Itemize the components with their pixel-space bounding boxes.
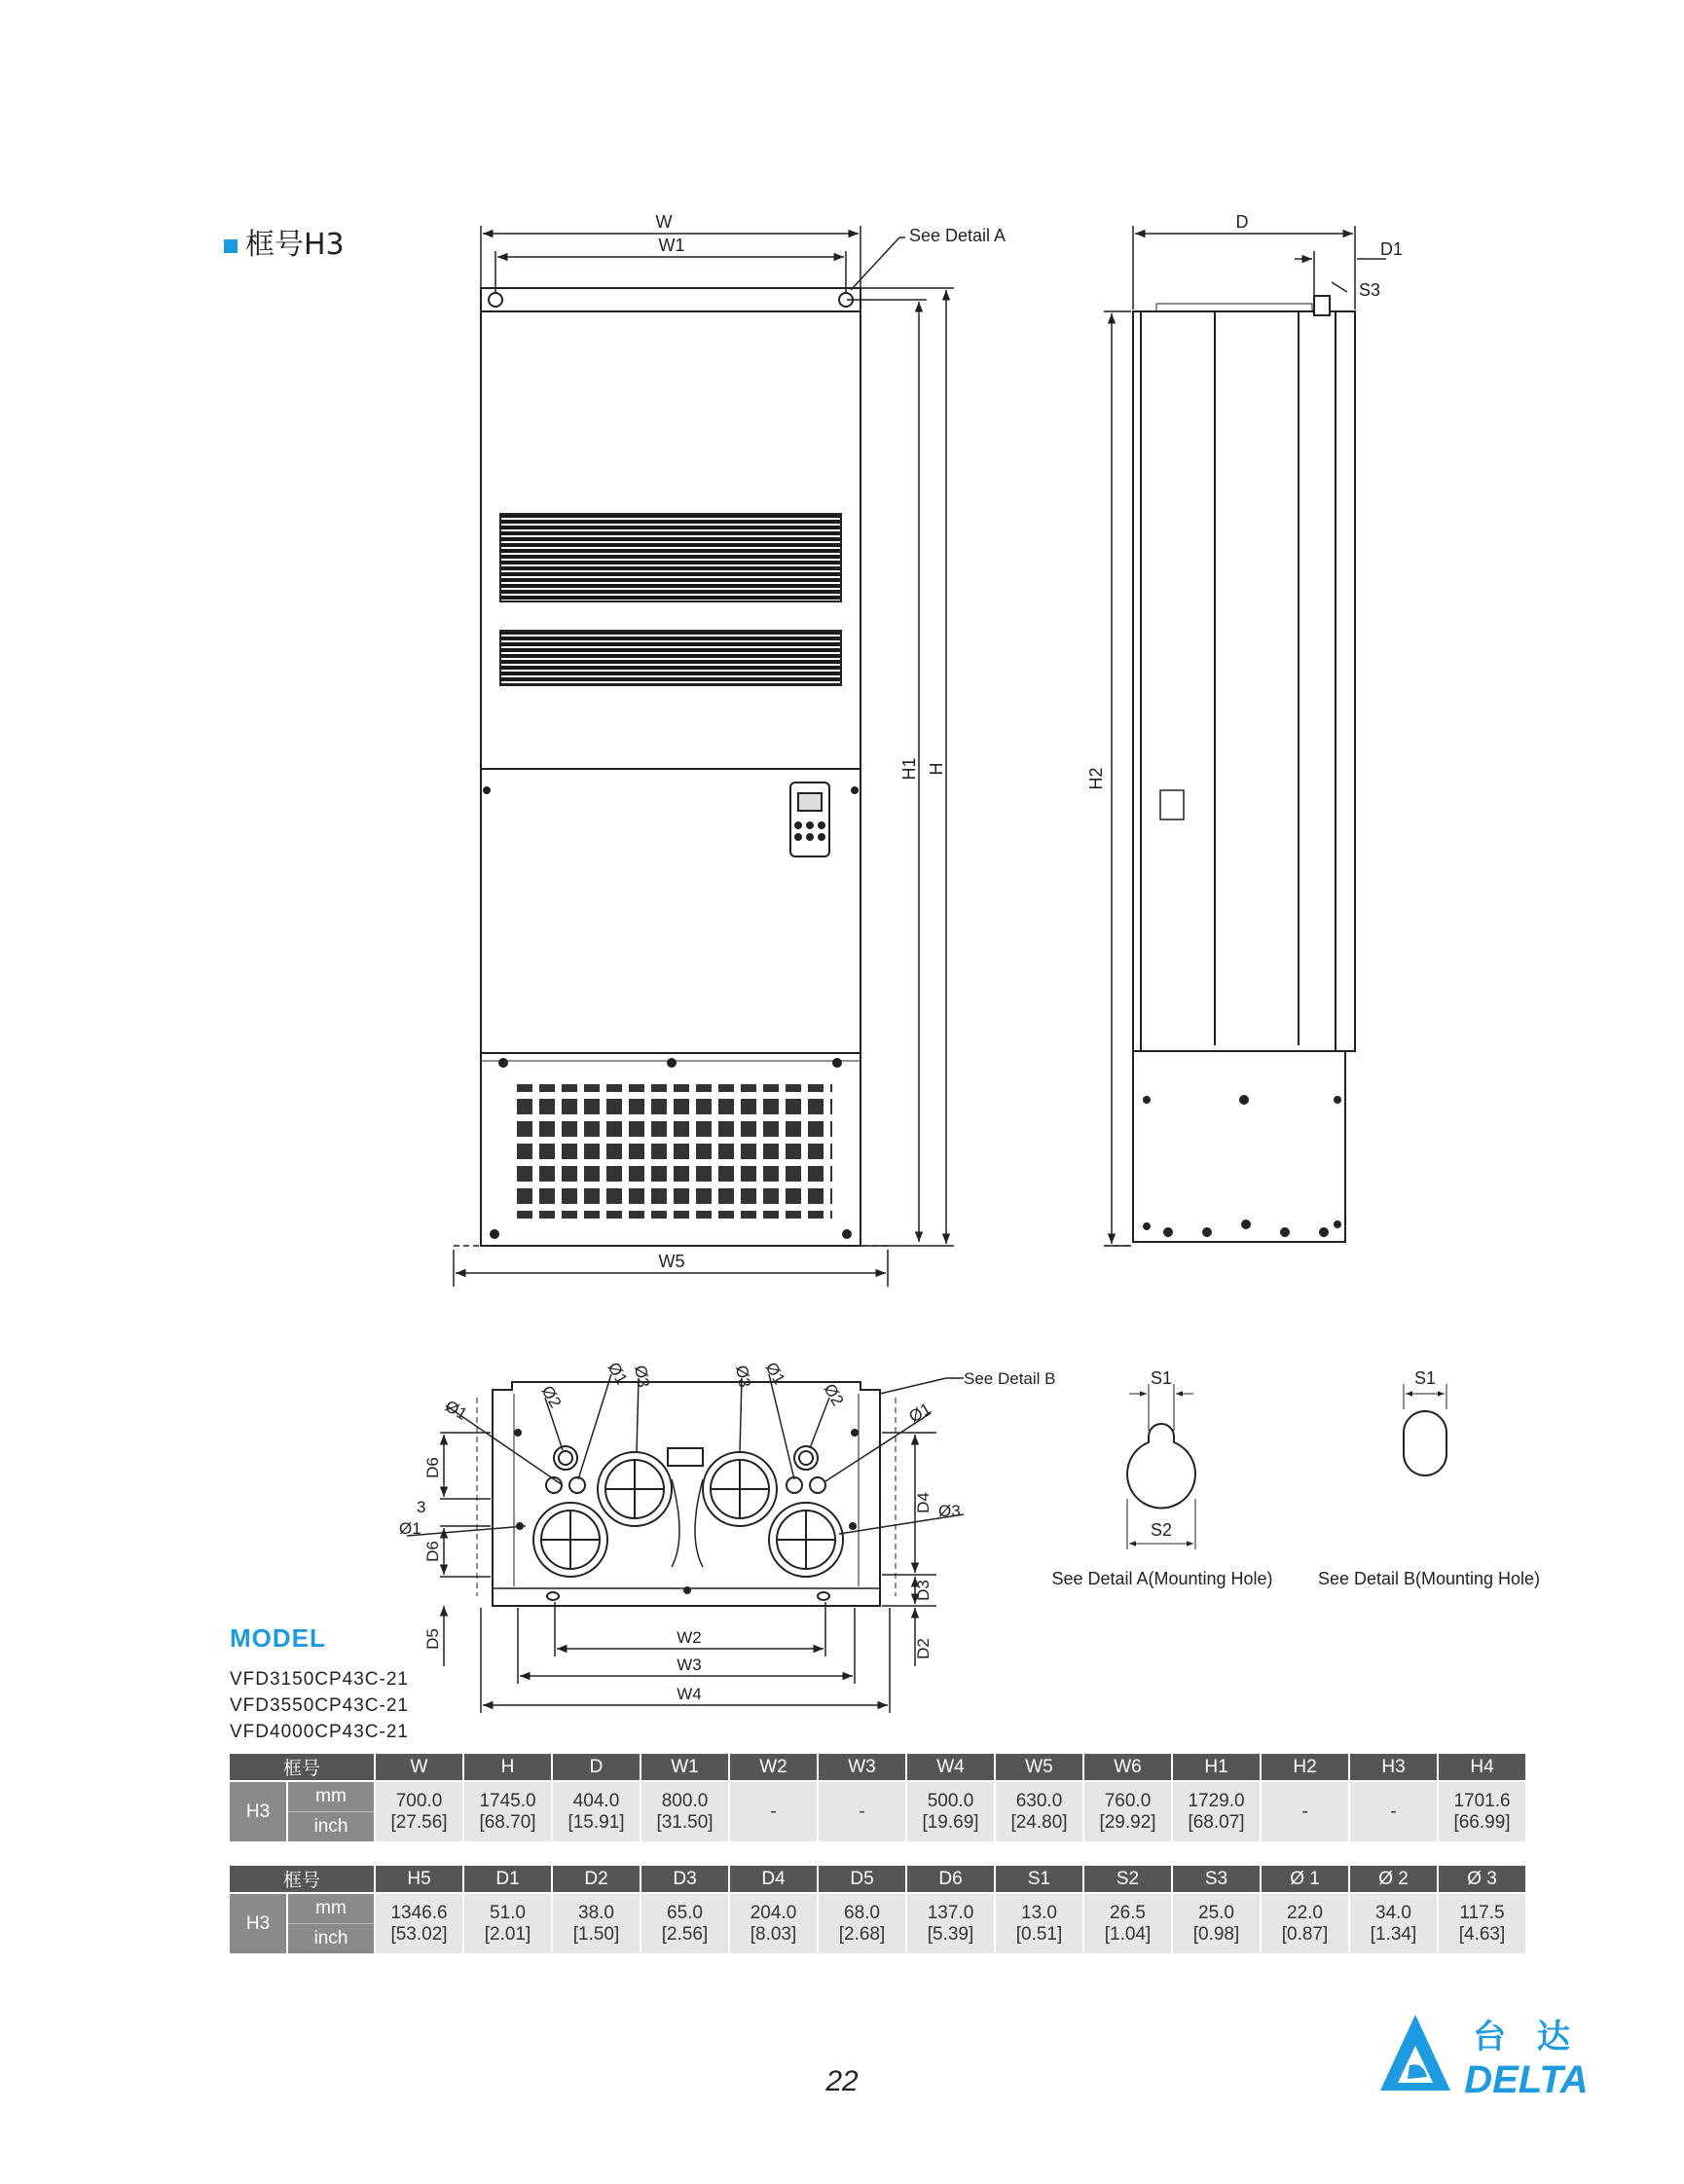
value-cell — [641, 1782, 728, 1841]
frame-header: 框号 — [230, 1754, 374, 1780]
value-cell — [1350, 1894, 1437, 1953]
value-mm: 700.0 — [395, 1790, 443, 1811]
dim-w-label: W — [655, 212, 673, 232]
dim-d5-label: D5 — [423, 1628, 442, 1650]
column-header: W1 — [641, 1754, 728, 1780]
dim-w4-label: W4 — [677, 1685, 702, 1703]
column-header: D2 — [553, 1866, 640, 1892]
value-mm: 204.0 — [750, 1902, 797, 1923]
value-cell — [996, 1894, 1082, 1953]
value-inch: [1.50] — [572, 1923, 620, 1945]
unit-inch: inch — [313, 1816, 348, 1837]
value-inch: [8.03] — [750, 1923, 797, 1945]
phi1-left-label: Ø1 — [442, 1397, 471, 1424]
value-cell — [819, 1894, 905, 1953]
value-mm: 65.0 — [667, 1902, 703, 1923]
phi3-center-right-label: Ø3 — [732, 1364, 754, 1390]
front-view — [481, 288, 860, 1246]
value-cell — [907, 1782, 994, 1841]
value-mm: - — [1301, 1801, 1308, 1822]
value-cell — [1350, 1782, 1437, 1841]
detail-b-s1-label: S1 — [1413, 1368, 1437, 1388]
value-inch: [27.56] — [390, 1811, 448, 1833]
column-header: S1 — [996, 1866, 1082, 1892]
column-header: S2 — [1084, 1866, 1171, 1892]
model-item: VFD3150CP43C-21 — [230, 1669, 409, 1690]
value-inch: [15.91] — [567, 1811, 625, 1833]
column-header: D5 — [819, 1866, 905, 1892]
value-mm: 404.0 — [572, 1790, 620, 1811]
value-inch: [68.07] — [1188, 1811, 1245, 1833]
column-header: H2 — [1262, 1754, 1348, 1780]
value-inch: [0.98] — [1192, 1923, 1240, 1945]
value-mm: 1701.6 — [1453, 1790, 1511, 1811]
column-header: W3 — [819, 1754, 905, 1780]
value-inch: [24.80] — [1010, 1811, 1068, 1833]
detail-b-caption: See Detail B(Mounting Hole) — [1317, 1569, 1541, 1588]
value-mm: 68.0 — [844, 1902, 880, 1923]
column-header: H5 — [376, 1866, 462, 1892]
table-header-row — [230, 1754, 1525, 1780]
value-mm: - — [1390, 1801, 1397, 1822]
column-header: W — [376, 1754, 462, 1780]
value-cell — [1084, 1782, 1171, 1841]
frame-cell: H3 — [230, 1782, 286, 1841]
value-inch: [31.50] — [656, 1811, 714, 1833]
value-mm: 13.0 — [1021, 1902, 1057, 1923]
value-cell — [641, 1894, 728, 1953]
column-header: H4 — [1439, 1754, 1525, 1780]
value-mm: 1729.0 — [1188, 1790, 1245, 1811]
detail-a-s1-label: S1 — [1150, 1368, 1173, 1388]
column-header: D — [553, 1754, 640, 1780]
column-header: W5 — [996, 1754, 1082, 1780]
value-inch: [2.56] — [661, 1923, 709, 1945]
column-header: Ø 3 — [1439, 1866, 1525, 1892]
dim-d-label: D — [1235, 212, 1249, 232]
value-cell — [1173, 1894, 1260, 1953]
phi3-right-label: Ø3 — [938, 1502, 961, 1520]
phi2-right-label: Ø2 — [820, 1380, 848, 1409]
value-cell — [1439, 1782, 1525, 1841]
value-cell — [819, 1782, 905, 1841]
value-inch: [68.70] — [479, 1811, 536, 1833]
unit-cell — [288, 1894, 374, 1953]
value-cell — [553, 1894, 640, 1953]
value-inch: [2.68] — [838, 1923, 886, 1945]
value-cell — [464, 1782, 551, 1841]
frame-header: 框号 — [230, 1866, 374, 1892]
value-cell — [996, 1782, 1082, 1841]
value-cell — [553, 1782, 640, 1841]
dim-h2-label: H2 — [1086, 767, 1106, 790]
phi1-center-right-label: Ø1 — [761, 1359, 789, 1388]
column-header: H3 — [1350, 1754, 1437, 1780]
delta-triangle-icon — [1380, 2015, 1450, 2091]
side-view — [1133, 296, 1355, 1242]
value-cell — [1262, 1894, 1348, 1953]
section-title: 框号H3 — [224, 220, 345, 263]
dimension-table-2 — [228, 1864, 1527, 1955]
delta-logo — [1380, 2007, 1614, 2104]
value-cell — [1173, 1782, 1260, 1841]
three-label: 3 — [417, 1498, 426, 1516]
value-cell — [1084, 1894, 1171, 1953]
column-header: D6 — [907, 1866, 994, 1892]
table-row — [230, 1894, 1525, 1953]
value-inch: [4.63] — [1458, 1923, 1506, 1945]
value-inch: [66.99] — [1453, 1811, 1511, 1833]
value-cell — [376, 1894, 462, 1953]
value-inch: [1.34] — [1370, 1923, 1417, 1945]
dim-d2-label: D2 — [914, 1638, 933, 1659]
phi1-center-left-label: Ø1 — [604, 1359, 632, 1388]
column-header: D1 — [464, 1866, 551, 1892]
dim-s3-label: S3 — [1359, 280, 1381, 300]
model-list — [230, 1666, 409, 1745]
column-header: W4 — [907, 1754, 994, 1780]
value-mm: 34.0 — [1375, 1902, 1411, 1923]
dim-d6-top-label: D6 — [423, 1457, 442, 1478]
unit-cell — [288, 1782, 374, 1841]
column-header: S3 — [1173, 1866, 1260, 1892]
column-header: H — [464, 1754, 551, 1780]
column-header: Ø 1 — [1262, 1866, 1348, 1892]
unit-inch: inch — [313, 1928, 348, 1948]
detail-b-callout: See Detail B — [964, 1369, 1056, 1388]
model-item: VFD4000CP43C-21 — [230, 1722, 409, 1742]
dim-h-label: H — [927, 762, 946, 776]
dim-h1-label: H1 — [899, 757, 919, 781]
value-inch: [29.92] — [1099, 1811, 1156, 1833]
column-header: D4 — [730, 1866, 817, 1892]
column-header: Ø 2 — [1350, 1866, 1437, 1892]
value-mm: 117.5 — [1459, 1902, 1505, 1923]
value-mm: 1745.0 — [479, 1790, 536, 1811]
dim-w3-label: W3 — [677, 1656, 702, 1674]
value-mm: 25.0 — [1198, 1902, 1234, 1923]
value-mm: 630.0 — [1015, 1790, 1063, 1811]
dim-d4-label: D4 — [914, 1492, 933, 1513]
dim-w5-label: W5 — [658, 1252, 685, 1271]
value-inch: [2.01] — [484, 1923, 531, 1945]
value-inch: [5.39] — [927, 1923, 974, 1945]
table-header-row — [230, 1866, 1525, 1892]
phi3-center-left-label: Ø3 — [631, 1364, 653, 1390]
dim-d3-label: D3 — [914, 1580, 933, 1601]
table-row — [230, 1782, 1525, 1841]
value-mm: - — [770, 1801, 777, 1822]
dim-d6-bottom-label: D6 — [423, 1541, 442, 1562]
unit-mm: mm — [288, 1782, 374, 1812]
detail-a-s2-label: S2 — [1150, 1520, 1173, 1540]
unit-mm: mm — [288, 1894, 374, 1924]
dim-d1-label: D1 — [1380, 239, 1404, 259]
column-header: H1 — [1173, 1754, 1260, 1780]
phi-left-label: Ø1 — [399, 1519, 421, 1538]
value-inch: [19.69] — [922, 1811, 979, 1833]
dimension-table-1 — [228, 1752, 1527, 1843]
logo-en-text: DELTA — [1464, 2058, 1589, 2101]
dim-w2-label: W2 — [677, 1628, 702, 1647]
value-cell — [1262, 1782, 1348, 1841]
value-inch: [1.04] — [1104, 1923, 1152, 1945]
value-cell — [730, 1894, 817, 1953]
phi2-left-label: Ø2 — [537, 1382, 566, 1411]
frame-cell: H3 — [230, 1894, 286, 1953]
value-cell — [464, 1894, 551, 1953]
value-mm: 500.0 — [927, 1790, 974, 1811]
detail-a-callout: See Detail A — [909, 226, 1007, 245]
value-inch: [0.87] — [1281, 1923, 1329, 1945]
model-title: MODEL — [230, 1623, 326, 1653]
column-header: W6 — [1084, 1754, 1171, 1780]
page-number: 22 — [825, 2065, 859, 2097]
value-mm: - — [859, 1801, 865, 1822]
value-mm: 22.0 — [1287, 1902, 1323, 1923]
column-header: W2 — [730, 1754, 817, 1780]
value-mm: 26.5 — [1110, 1902, 1146, 1923]
value-cell — [730, 1782, 817, 1841]
logo-cn-text: 台 达 — [1473, 2018, 1580, 2057]
value-mm: 800.0 — [661, 1790, 709, 1811]
value-mm: 1346.6 — [390, 1902, 448, 1923]
value-inch: [53.02] — [390, 1923, 448, 1945]
column-header: D3 — [641, 1866, 728, 1892]
value-mm: 137.0 — [927, 1902, 974, 1923]
bottom-view — [477, 1382, 896, 1606]
model-item: VFD3550CP43C-21 — [230, 1695, 409, 1716]
detail-a-caption: See Detail A(Mounting Hole) — [1051, 1569, 1273, 1588]
value-mm: 51.0 — [490, 1902, 526, 1923]
value-cell — [376, 1782, 462, 1841]
detail-b-mounting-hole — [1404, 1384, 1446, 1475]
value-mm: 760.0 — [1104, 1790, 1152, 1811]
value-cell — [907, 1894, 994, 1953]
value-mm: 38.0 — [578, 1902, 614, 1923]
phi1-right-label: Ø1 — [905, 1399, 934, 1427]
value-inch: [0.51] — [1015, 1923, 1063, 1945]
dim-w1-label: W1 — [658, 236, 685, 255]
value-cell — [1439, 1894, 1525, 1953]
